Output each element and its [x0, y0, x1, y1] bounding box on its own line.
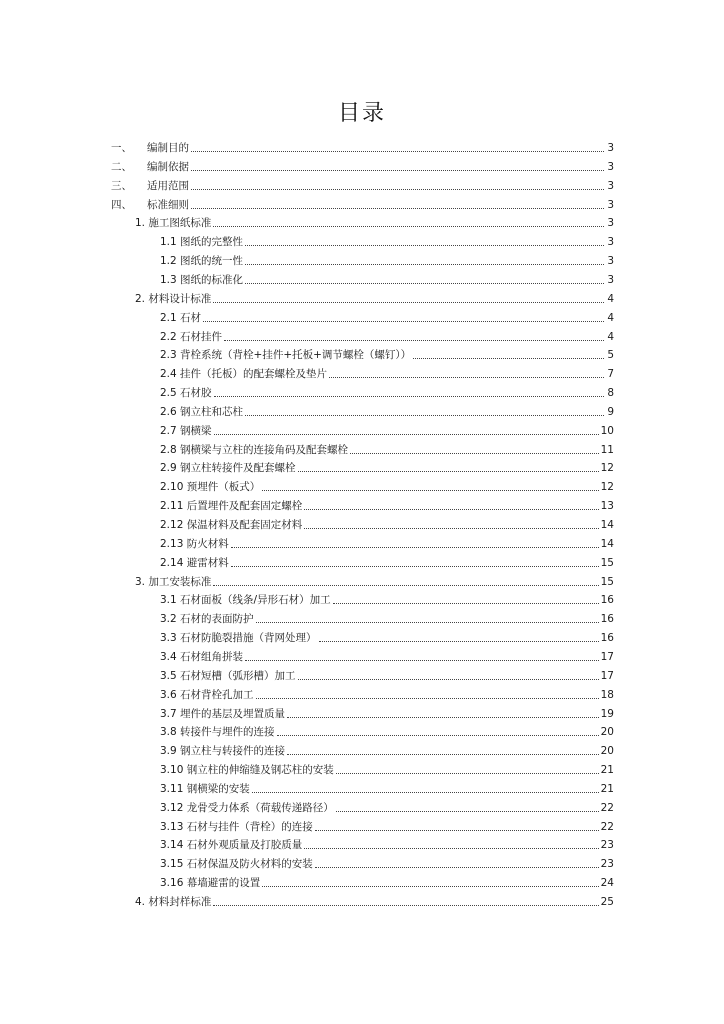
toc-entry-page: 25 — [600, 896, 614, 908]
dot-leader — [262, 885, 598, 887]
toc-entry[interactable] — [135, 571, 614, 589]
dot-leader — [298, 678, 599, 680]
toc-entry[interactable] — [160, 307, 614, 325]
toc-entry[interactable] — [111, 175, 614, 193]
toc-entry[interactable] — [160, 326, 614, 344]
toc-entry-label: 3.13 石材与挂件（背栓）的连接 — [160, 820, 313, 833]
toc-entry-page: 17 — [600, 650, 614, 663]
toc-entry-page: 3 — [607, 142, 614, 154]
toc-entry-label: 3.4 石材组角拼装 — [160, 650, 244, 663]
toc-entry-label: 2. 材料设计标准 — [135, 292, 212, 305]
toc-entry-number: 三、 — [111, 179, 132, 192]
toc-entry-label: 3.15 石材保温及防火材料的安装 — [160, 858, 313, 871]
dot-leader — [224, 339, 604, 341]
toc-entry-page: 14 — [600, 537, 614, 550]
dot-leader — [277, 734, 599, 736]
dot-leader — [256, 621, 599, 623]
toc-entry-page: 13 — [600, 500, 614, 513]
dot-leader — [245, 659, 599, 661]
dot-leader — [191, 150, 604, 152]
toc-entry[interactable] — [160, 344, 614, 362]
toc-entry[interactable] — [160, 665, 614, 683]
toc-entry[interactable] — [160, 834, 614, 852]
toc-entry-page: 4 — [607, 311, 614, 324]
dot-leader — [333, 602, 599, 604]
toc-entry[interactable] — [160, 703, 614, 721]
dot-leader — [304, 508, 598, 510]
toc-entry-page: 23 — [600, 858, 614, 871]
toc-entry-label: 3.8 转接件与埋件的连接 — [160, 726, 275, 739]
toc-entry[interactable] — [135, 288, 614, 306]
toc-entry-label: 3. 加工安装标准 — [135, 575, 212, 588]
toc-entry-page: 3 — [607, 217, 614, 230]
toc-entry[interactable] — [160, 420, 614, 438]
toc-entry-page: 15 — [600, 575, 614, 588]
toc-entry[interactable] — [160, 533, 614, 551]
toc-entry-label: 2.8 钢横梁与立柱的连接角码及配套螺栓 — [160, 443, 349, 456]
toc-entry-page: 16 — [600, 613, 614, 626]
toc-entry-label: 3.5 石材短槽（弧形槽）加工 — [160, 669, 296, 682]
dot-leader — [336, 810, 599, 812]
toc-entry-label: 2.11 后置埋件及配套固定螺栓 — [160, 500, 303, 513]
dot-leader — [304, 847, 598, 849]
toc-entry-page: 24 — [600, 877, 614, 890]
toc-entry[interactable] — [160, 514, 614, 532]
toc-entry-page: 15 — [600, 556, 614, 569]
toc-entry-label: 1. 施工图纸标准 — [135, 217, 212, 230]
toc-entry-page: 22 — [600, 820, 614, 833]
dot-leader — [191, 188, 604, 190]
dot-leader — [214, 433, 599, 435]
dot-leader — [315, 829, 599, 831]
toc-entry-page: 16 — [600, 632, 614, 645]
toc-entry[interactable] — [111, 194, 614, 212]
toc-entry-label: 2.10 预埋件（板式） — [160, 481, 261, 494]
toc-entry[interactable] — [160, 439, 614, 457]
toc-entry-label: 适用范围 — [147, 179, 189, 192]
toc-entry-page: 12 — [600, 462, 614, 475]
toc-entry[interactable] — [160, 778, 614, 796]
toc-entry-page: 22 — [600, 801, 614, 814]
toc-entry[interactable] — [135, 891, 614, 909]
toc-entry-label: 2.1 石材 — [160, 311, 202, 324]
toc-entry[interactable] — [135, 212, 614, 230]
toc-entry-label: 2.12 保温材料及配套固定材料 — [160, 519, 303, 531]
toc-entry-label: 3.1 石材面板（线条/异形石材）加工 — [160, 594, 331, 607]
dot-leader — [191, 169, 604, 171]
toc-entry-page: 3 — [607, 160, 614, 173]
toc-title: 目录 — [337, 101, 386, 126]
dot-leader — [213, 301, 604, 303]
toc-entry-page: 19 — [600, 707, 614, 720]
toc-entry-label: 1.3 图纸的标准化 — [160, 273, 244, 286]
dot-leader — [315, 866, 599, 868]
toc-entry-label: 2.14 避雷材料 — [160, 556, 229, 569]
toc-entry-label: 2.2 石材挂件 — [160, 330, 223, 343]
toc-entry[interactable] — [160, 552, 614, 570]
dot-leader — [245, 244, 604, 246]
toc-entry[interactable] — [160, 476, 614, 494]
dot-leader — [214, 395, 604, 397]
toc-entry-label: 编制目的 — [147, 142, 189, 154]
toc-entry[interactable] — [160, 269, 614, 287]
dot-leader — [203, 320, 604, 322]
toc-entry-label: 1.1 图纸的完整性 — [160, 236, 244, 249]
dot-leader — [287, 753, 599, 755]
toc-entry-page: 14 — [600, 519, 614, 531]
toc-entry[interactable] — [160, 363, 614, 381]
dot-leader — [245, 263, 604, 265]
toc-entry-page: 4 — [607, 292, 614, 305]
toc-entry-label: 2.6 钢立柱和芯柱 — [160, 405, 244, 418]
dot-leader — [213, 904, 598, 906]
toc-entry[interactable] — [160, 457, 614, 475]
toc-entry[interactable] — [160, 589, 614, 607]
toc-entry-label: 3.14 石材外观质量及打胶质量 — [160, 839, 303, 852]
dot-leader — [256, 697, 599, 699]
toc-entry-label: 3.16 幕墙避雷的设置 — [160, 877, 261, 890]
toc-entry[interactable] — [160, 608, 614, 626]
toc-entry-label: 3.11 钢横梁的安装 — [160, 782, 250, 795]
toc-entry-label: 2.5 石材胶 — [160, 387, 212, 400]
toc-entry-page: 21 — [600, 764, 614, 777]
toc-entry[interactable] — [111, 156, 614, 174]
toc-entry-page: 9 — [607, 405, 614, 418]
toc-entry-page: 5 — [607, 349, 614, 362]
toc-entry-page: 8 — [607, 387, 614, 400]
toc-entry[interactable] — [160, 646, 614, 664]
toc-entry[interactable] — [160, 872, 614, 890]
toc-entry-label: 2.13 防火材料 — [160, 537, 229, 550]
toc-entry[interactable] — [160, 797, 614, 815]
dot-leader — [245, 414, 604, 416]
toc-entry[interactable] — [160, 721, 614, 739]
dot-leader — [191, 207, 604, 209]
dot-leader — [252, 791, 599, 793]
toc-entry[interactable] — [160, 627, 614, 645]
toc-entry-label: 2.7 钢横梁 — [160, 424, 212, 437]
toc-entry-number: 四、 — [111, 198, 132, 211]
toc-entry-page: 21 — [600, 782, 614, 795]
dot-leader — [245, 282, 604, 284]
toc-entry-label: 3.12 龙骨受力体系（荷载传递路径） — [160, 801, 334, 814]
toc-entry-label: 3.2 石材的表面防护 — [160, 613, 254, 626]
toc-entry-label: 1.2 图纸的统一性 — [160, 255, 244, 268]
toc-entry[interactable] — [160, 759, 614, 777]
toc-entry-page: 12 — [600, 481, 614, 494]
toc-entry[interactable] — [160, 816, 614, 834]
toc-entry-label: 3.9 钢立柱与转接件的连接 — [160, 745, 286, 758]
toc-entry-page: 3 — [607, 255, 614, 268]
toc-entry-page: 3 — [607, 273, 614, 286]
toc-entry[interactable] — [160, 684, 614, 702]
toc-entry-page: 3 — [607, 236, 614, 249]
dot-leader — [287, 716, 599, 718]
toc-entry-page: 3 — [607, 179, 614, 192]
toc-entry-page: 23 — [600, 839, 614, 852]
dot-leader — [304, 527, 598, 529]
toc-entry[interactable] — [160, 853, 614, 871]
toc-entry-page: 16 — [600, 594, 614, 607]
dot-leader — [413, 357, 604, 359]
toc-entry[interactable] — [160, 382, 614, 400]
toc-entry-label: 2.3 背栓系统（背栓+挂件+托板+调节螺栓（螺钉）） — [160, 349, 412, 362]
toc-entry-page: 4 — [607, 330, 614, 343]
toc-entry[interactable] — [111, 137, 614, 155]
toc-entry-label: 3.6 石材背栓孔加工 — [160, 688, 254, 701]
toc-entry-label: 标准细则 — [147, 198, 189, 211]
toc-entry-page: 20 — [600, 726, 614, 739]
toc-entry-label: 编制依据 — [147, 160, 189, 173]
dot-leader — [319, 640, 599, 642]
dot-leader — [231, 546, 599, 548]
toc-entry[interactable] — [160, 250, 614, 268]
dot-leader — [298, 470, 599, 472]
toc-entry-label: 3.10 钢立柱的伸缩缝及钢芯柱的安装 — [160, 764, 334, 777]
dot-leader — [350, 452, 599, 454]
toc-entry-label: 2.4 挂件（托板）的配套螺栓及垫片 — [160, 368, 328, 381]
toc-entry-page: 3 — [607, 198, 614, 211]
toc-entry[interactable] — [160, 495, 614, 513]
dot-leader — [213, 584, 598, 586]
dot-leader — [213, 225, 604, 227]
toc-entry-number: 二、 — [111, 160, 132, 173]
dot-leader — [329, 376, 604, 378]
toc-entry-label: 3.7 埋件的基层及埋置质量 — [160, 707, 286, 720]
toc-entry-label: 3.3 石材防脆裂措施（背网处理） — [160, 632, 317, 645]
toc-entry-page: 7 — [607, 368, 614, 381]
dot-leader — [231, 565, 599, 567]
toc-entry-page: 20 — [600, 745, 614, 758]
toc-entry-page: 18 — [600, 688, 614, 701]
toc-entry-page: 10 — [600, 424, 614, 437]
toc-entry-number: 一、 — [111, 142, 132, 154]
dot-leader — [336, 772, 599, 774]
toc-entry-label: 2.9 钢立柱转接件及配套螺栓 — [160, 462, 296, 475]
toc-entry-page: 11 — [600, 443, 614, 456]
toc-entry-label: 4. 材料封样标准 — [135, 896, 212, 908]
toc-entry[interactable] — [160, 740, 614, 758]
dot-leader — [262, 489, 598, 491]
toc-entry[interactable] — [160, 231, 614, 249]
toc-entry-page: 17 — [600, 669, 614, 682]
toc-entry[interactable] — [160, 401, 614, 419]
